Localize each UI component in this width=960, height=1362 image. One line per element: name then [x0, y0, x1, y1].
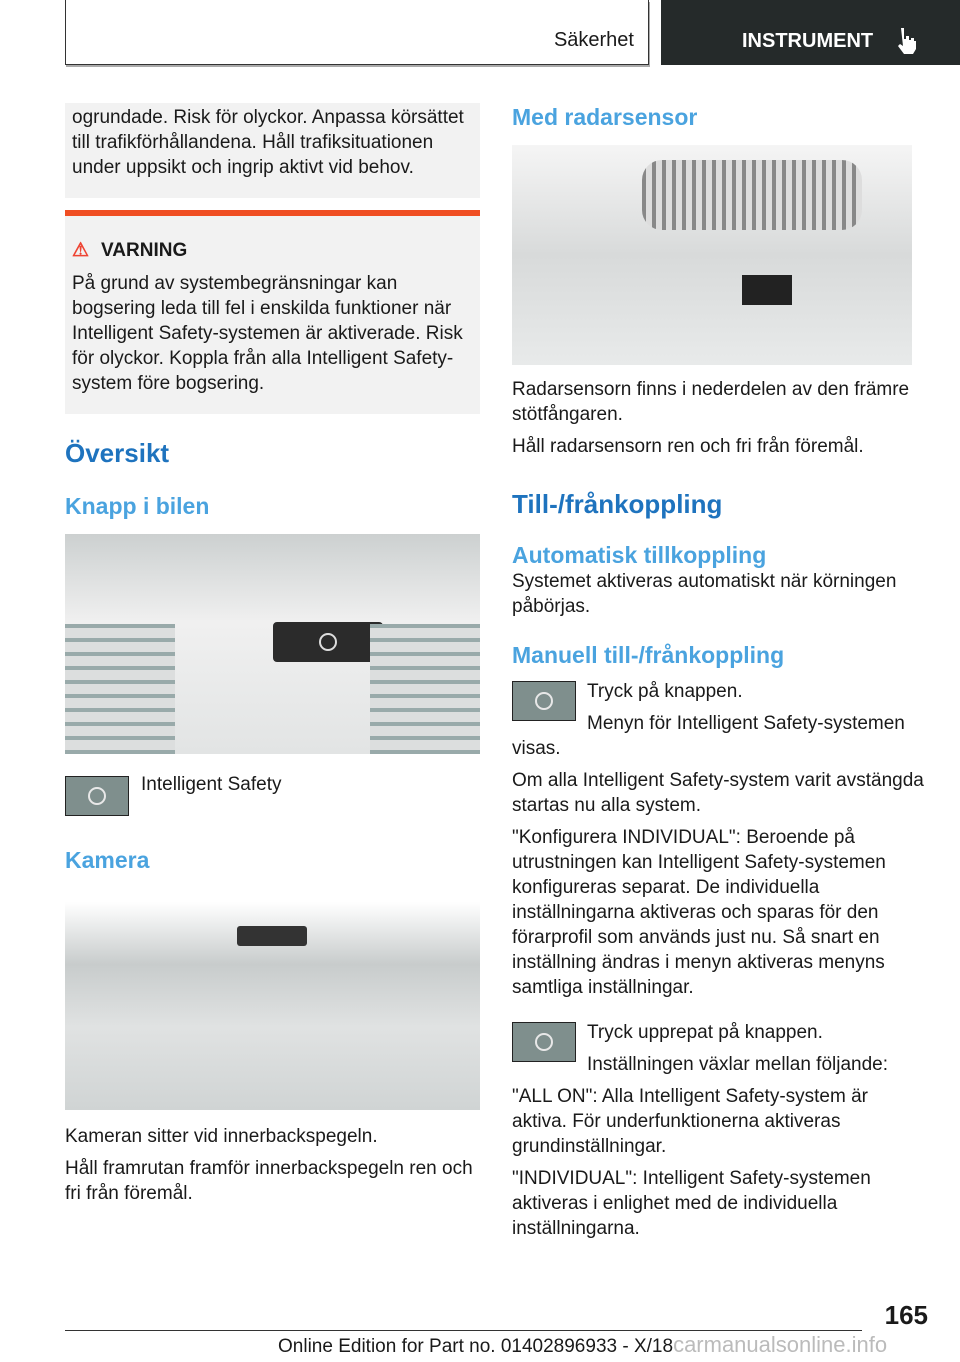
heading-manuell: Manuell till-/frånkoppling	[512, 642, 785, 668]
footer-edition: Online Edition for Part no. 01402896933 - X/18	[278, 1336, 674, 1357]
kamera-text-2: Håll framrutan framför innerbackspegeln ren och fri från föremål.	[65, 1158, 473, 1204]
header-section	[65, 0, 649, 65]
warning-box	[65, 216, 480, 414]
chapter-title: INSTRUMENT	[742, 30, 874, 52]
radar-text-1: Radarsensorn finns i nederdelen av den främre stötfångaren.	[512, 379, 910, 425]
warning-title: VARNING	[101, 240, 188, 261]
page-number: 165	[884, 1300, 928, 1330]
heading-till-frankoppling: Till-/frånkoppling	[512, 489, 723, 519]
heading-knapp: Knapp i bilen	[65, 493, 210, 519]
button-in-car-image	[65, 534, 480, 754]
continued-warning-box	[65, 103, 480, 198]
heading-kamera: Kamera	[65, 847, 150, 873]
camera-image	[65, 902, 480, 1110]
intelligent-safety-button-icon	[512, 1022, 576, 1062]
button-label: Intelligent Safety	[141, 774, 282, 795]
text-om-alla: Om alla Intelligent Safety-system varit avstängda startas nu alla system.	[512, 770, 924, 816]
step-2-result: Inställningen växlar mellan följande:	[587, 1054, 889, 1075]
warning-triangle-icon: ⚠	[72, 240, 90, 261]
kamera-text-1: Kameran sitter vid innerbackspegeln.	[65, 1126, 378, 1147]
text-konfigurera: "Konfigurera INDIVIDUAL": Beroende på utrustningen kan Intelligent Safety-systemen konfigureras separat. De individuella inställningarna aktiveras och sparas för den förarprofil som används just nu. Så snart en inställning ändras i menyn aktiveras menyns samtliga inställningar.	[512, 827, 886, 998]
watermark: carmanualsonline.info	[673, 1332, 888, 1357]
step-1: Tryck på knappen.	[587, 681, 743, 702]
section-title: Säkerhet	[553, 29, 634, 51]
hand-pointer-icon	[895, 26, 919, 54]
text-individual: "INDIVIDUAL": Intelligent Safety-systemen aktiveras i enlighet med de individuella inställningarna.	[512, 1168, 871, 1239]
continued-text: ogrundade. Risk för olyckor. Anpassa körsättet till trafikförhållandena. Håll trafiksituationen under uppsikt och ingrip aktivt vid behov.	[72, 107, 464, 178]
step-1-result: Menyn för Intelligent Safety-systemen visas.	[512, 713, 905, 759]
auto-text: Systemet aktiveras automatiskt när körningen påbörjas.	[512, 571, 897, 617]
heading-automatisk: Automatisk tillkoppling	[512, 542, 767, 568]
intelligent-safety-button-icon	[65, 776, 129, 816]
step-2: Tryck upprepat på knappen.	[587, 1022, 823, 1043]
intelligent-safety-button-icon	[512, 681, 576, 721]
text-all-on: "ALL ON": Alla Intelligent Safety-system är aktiva. För underfunktionerna aktiveras grundinställningar.	[512, 1086, 868, 1157]
radar-sensor-image	[512, 145, 912, 365]
radar-text-2: Håll radarsensorn ren och fri från föremål.	[512, 436, 864, 457]
footer-divider	[65, 1330, 862, 1331]
heading-oversikt: Översikt	[65, 438, 170, 468]
header-chapter	[661, 0, 960, 65]
heading-radar: Med radarsensor	[512, 104, 698, 130]
warning-text: På grund av systembegränsningar kan bogsering leda till fel i enskilda funktioner när Intelligent Safety-systemen är aktiverade. Risk för olyckor. Koppla från alla Intelligent Safety-system före bogsering.	[72, 273, 463, 394]
